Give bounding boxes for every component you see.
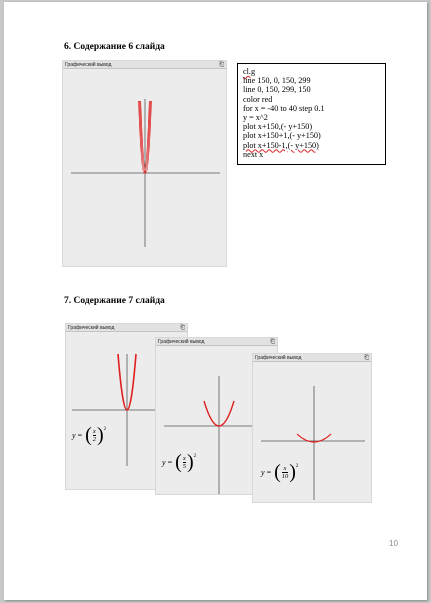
window-title: Графический вывод [158, 339, 205, 345]
fraction [183, 455, 186, 470]
exponent: 2 [295, 464, 299, 469]
exponent: 2 [193, 454, 197, 459]
restore-icon[interactable]: ⎗ [180, 324, 185, 331]
exponent: 2 [103, 427, 107, 432]
code-line: cl.g [243, 67, 256, 76]
code-line: color red [243, 94, 273, 104]
left-paren: ( [175, 451, 182, 473]
code-line: next x [243, 149, 264, 159]
restore-icon[interactable]: ⎗ [219, 61, 224, 68]
code-line: plot x+150+1,(- y+150) [243, 131, 321, 141]
window-title: Графический вывод [255, 355, 302, 361]
parabola-plot-slide6 [63, 69, 226, 266]
window-title: Графический вывод [65, 62, 112, 68]
right-paren: ) [289, 461, 296, 483]
denominator: 10 [281, 472, 289, 480]
formula-lhs: y [72, 430, 76, 440]
graphic-output-window-slide6 [62, 60, 227, 267]
right-paren: ) [97, 424, 104, 446]
window-title-bar [253, 354, 371, 362]
fraction [93, 428, 96, 443]
fraction [282, 465, 289, 480]
page-number: 10 [389, 539, 398, 548]
slide6-heading: 6. Содержание 6 слайда [64, 42, 165, 52]
code-line: plot x+150,(- y+150) [243, 122, 313, 132]
window-title-bar [156, 338, 277, 346]
numerator: x [92, 427, 96, 435]
denominator: 5 [182, 462, 186, 470]
code-line: plot x+150-1,(- y+150) [243, 140, 319, 150]
document-page [4, 2, 427, 600]
numerator: x [283, 464, 287, 472]
formula-x-over-2 [72, 425, 106, 445]
slide7-heading: 7. Содержание 7 слайда [64, 296, 165, 306]
equals-sign: = [266, 467, 272, 477]
code-listing-box [237, 63, 386, 165]
restore-icon[interactable]: ⎗ [270, 338, 275, 345]
formula-x-over-5 [162, 452, 196, 472]
formula-lhs: y [261, 467, 265, 477]
code-line: line 0, 150, 299, 150 [243, 85, 311, 95]
graphic-output-window-3 [252, 353, 372, 503]
denominator: 2 [92, 435, 96, 443]
right-paren: ) [187, 451, 194, 473]
formula-lhs: y [162, 457, 166, 467]
equals-sign: = [167, 457, 173, 467]
formula-x-over-10 [261, 462, 298, 482]
restore-icon[interactable]: ⎗ [364, 354, 369, 361]
left-paren: ( [85, 424, 92, 446]
window-title-bar [63, 61, 226, 69]
window-title: Графический вывод [68, 325, 115, 331]
left-paren: ( [274, 461, 281, 483]
code-line: y = x^2 [243, 113, 268, 123]
equals-sign: = [77, 430, 83, 440]
code-line: for x = -40 to 40 step 0.1 [243, 103, 325, 113]
window-title-bar [66, 324, 187, 332]
numerator: x [182, 454, 186, 462]
code-line: line 150, 0, 150, 299 [243, 76, 311, 86]
